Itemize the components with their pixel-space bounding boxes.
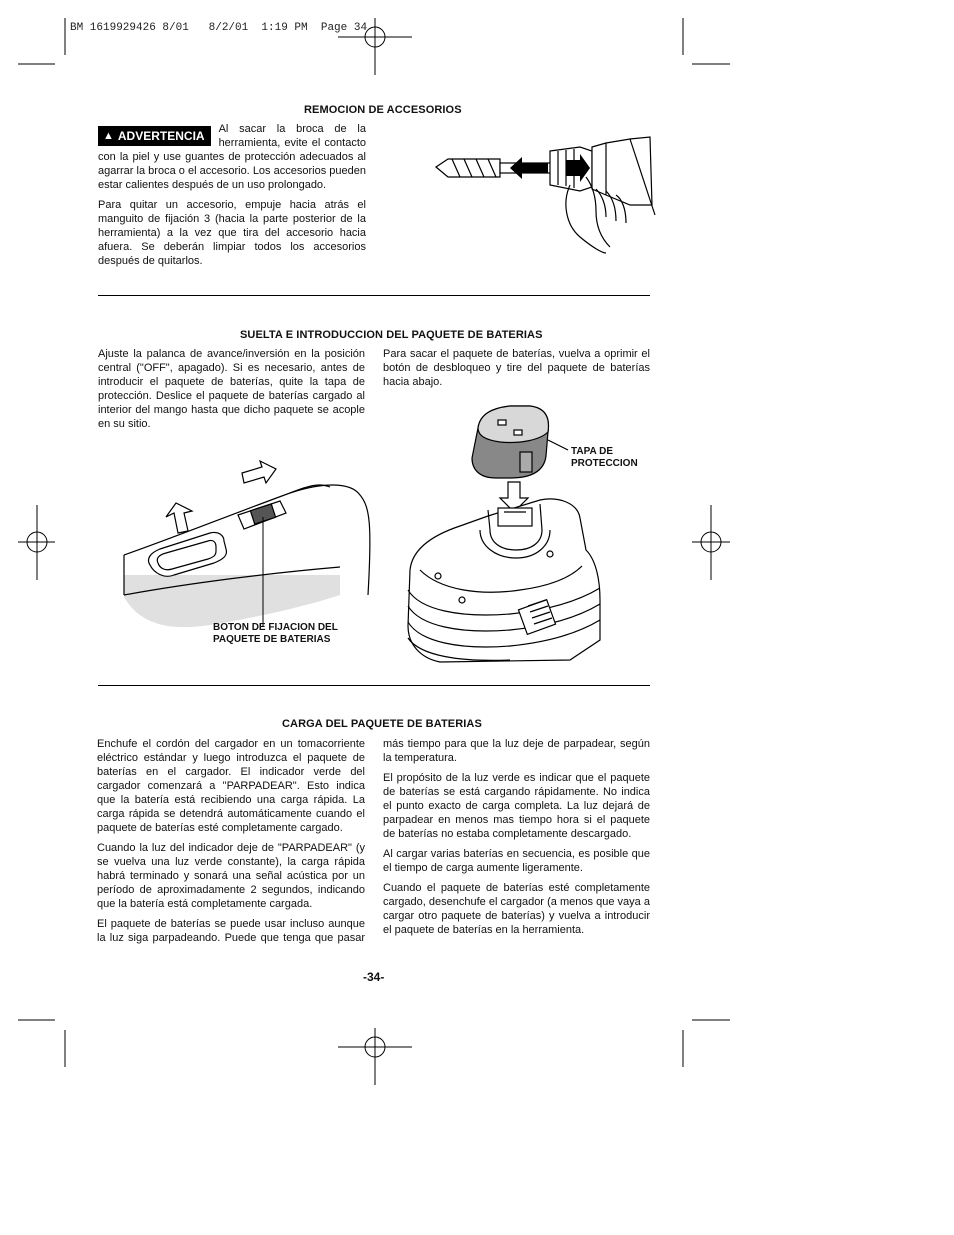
- section-heading-remocion: REMOCION DE ACCESORIOS: [304, 104, 462, 116]
- page-number: -34-: [363, 970, 385, 984]
- drill-bit-removal-illustration: [430, 125, 660, 255]
- charging-paragraph: más tiempo para que la luz deje de parpadear, según la temperatura.: [383, 738, 650, 764]
- section-divider-1: [98, 295, 650, 296]
- warning-text: con la piel y use guantes de protección adecuados al agarrar la broca o el accesorio. Los accesorios pueden estar calientes después de un uso prolongado.: [98, 151, 366, 191]
- callout-release-button-line-1: BOTON DE FIJACION DEL: [213, 622, 338, 633]
- charging-paragraph: El propósito de la luz verde es indicar que el paquete de baterías se está cargando rápidamente. No indica el punto exacto de carga completa. La luz dejará de parpadear en menos mas tiempo hora si el paquete de baterías no estaba completamente descargado.: [383, 772, 650, 840]
- callout-release-button-line-2: PAQUETE DE BATERIAS: [213, 634, 331, 645]
- warning-line-1: Al sacar la broca de la: [218, 123, 366, 135]
- charging-paragraph: Cuando el paquete de baterías esté completamente cargado, desenchufe el cargador (a menos que vaya a cargar otro paquete de baterías) y vuelva a introducir el paquete de baterías en la herramienta.: [383, 882, 650, 936]
- callout-cap-line-1: TAPA DE: [571, 446, 614, 457]
- warning-badge: [98, 126, 211, 146]
- charging-paragraph: Cuando la luz del indicador deje de "PARPADEAR" (y se vuelva una luz verde constante), la carga rápida habrá terminado y sonará una señal acústica por un período de aproximadamente 2 segundos, indicando que la batería está completamente cargada.: [97, 842, 365, 910]
- accessory-removal-text: Para quitar un accesorio, empuje hacia atrás el manguito de fijación 3 (hacia la parte posterior de la herramienta) a la vez que tira del accesorio hacia afuera. Se deberán limpiar todos los accesorios después de quitarlos.: [98, 199, 366, 267]
- charging-paragraph: Enchufe el cordón del cargador en un tomacorriente eléctrico estándar y luego introduzca el paquete de baterías en el cargador. El indicador verde del cargador comenzará a "PARPADEAR". Esto indica que la batería está recibiendo una carga rápida. La carga rápida se detendrá automáticamente cuando el paquete de baterías esté completamente cargado.: [97, 738, 365, 834]
- charging-paragraph: El paquete de baterías se puede usar incluso aunque la luz siga parpadeando. Puede que tenga que pasar: [97, 918, 365, 944]
- section-divider-2: [98, 685, 650, 686]
- section-heading-carga: CARGA DEL PAQUETE DE BATERIAS: [282, 718, 482, 730]
- warning-line-2: herramienta, evite el contacto: [218, 137, 366, 149]
- battery-insert-text: Ajuste la palanca de avance/inversión en la posición central ("OFF", apagado). Si es necesario, antes de introducir el paquete de baterías, quite la tapa de protección. Deslice el paquete de baterías cargado al interior del mango hasta que dicho paquete se acople en su sitio.: [98, 348, 365, 430]
- print-slug-line: BM 1619929426 8/01 8/2/01 1:19 PM Page 34: [70, 22, 368, 34]
- charging-left-column: [97, 737, 365, 951]
- charging-right-column: [383, 737, 650, 943]
- warning-block: [98, 122, 366, 274]
- charging-paragraph: Al cargar varias baterías en secuencia, es posible que el tiempo de carga aumente ligeramente.: [383, 848, 650, 874]
- warning-triangle-icon: ▲: [103, 130, 114, 142]
- warning-label: ADVERTENCIA: [117, 129, 205, 143]
- battery-remove-text: Para sacar el paquete de baterías, vuelva a oprimir el botón de desbloqueo y tire del paquete de baterías hacia abajo.: [383, 348, 650, 388]
- callout-release-button: [213, 622, 338, 646]
- battery-pack-illustration: [400, 400, 650, 665]
- section-heading-suelta: SUELTA E INTRODUCCION DEL PAQUETE DE BATERIAS: [240, 329, 543, 341]
- callout-cap-line-2: PROTECCION: [571, 458, 638, 469]
- callout-protective-cap: [571, 446, 638, 470]
